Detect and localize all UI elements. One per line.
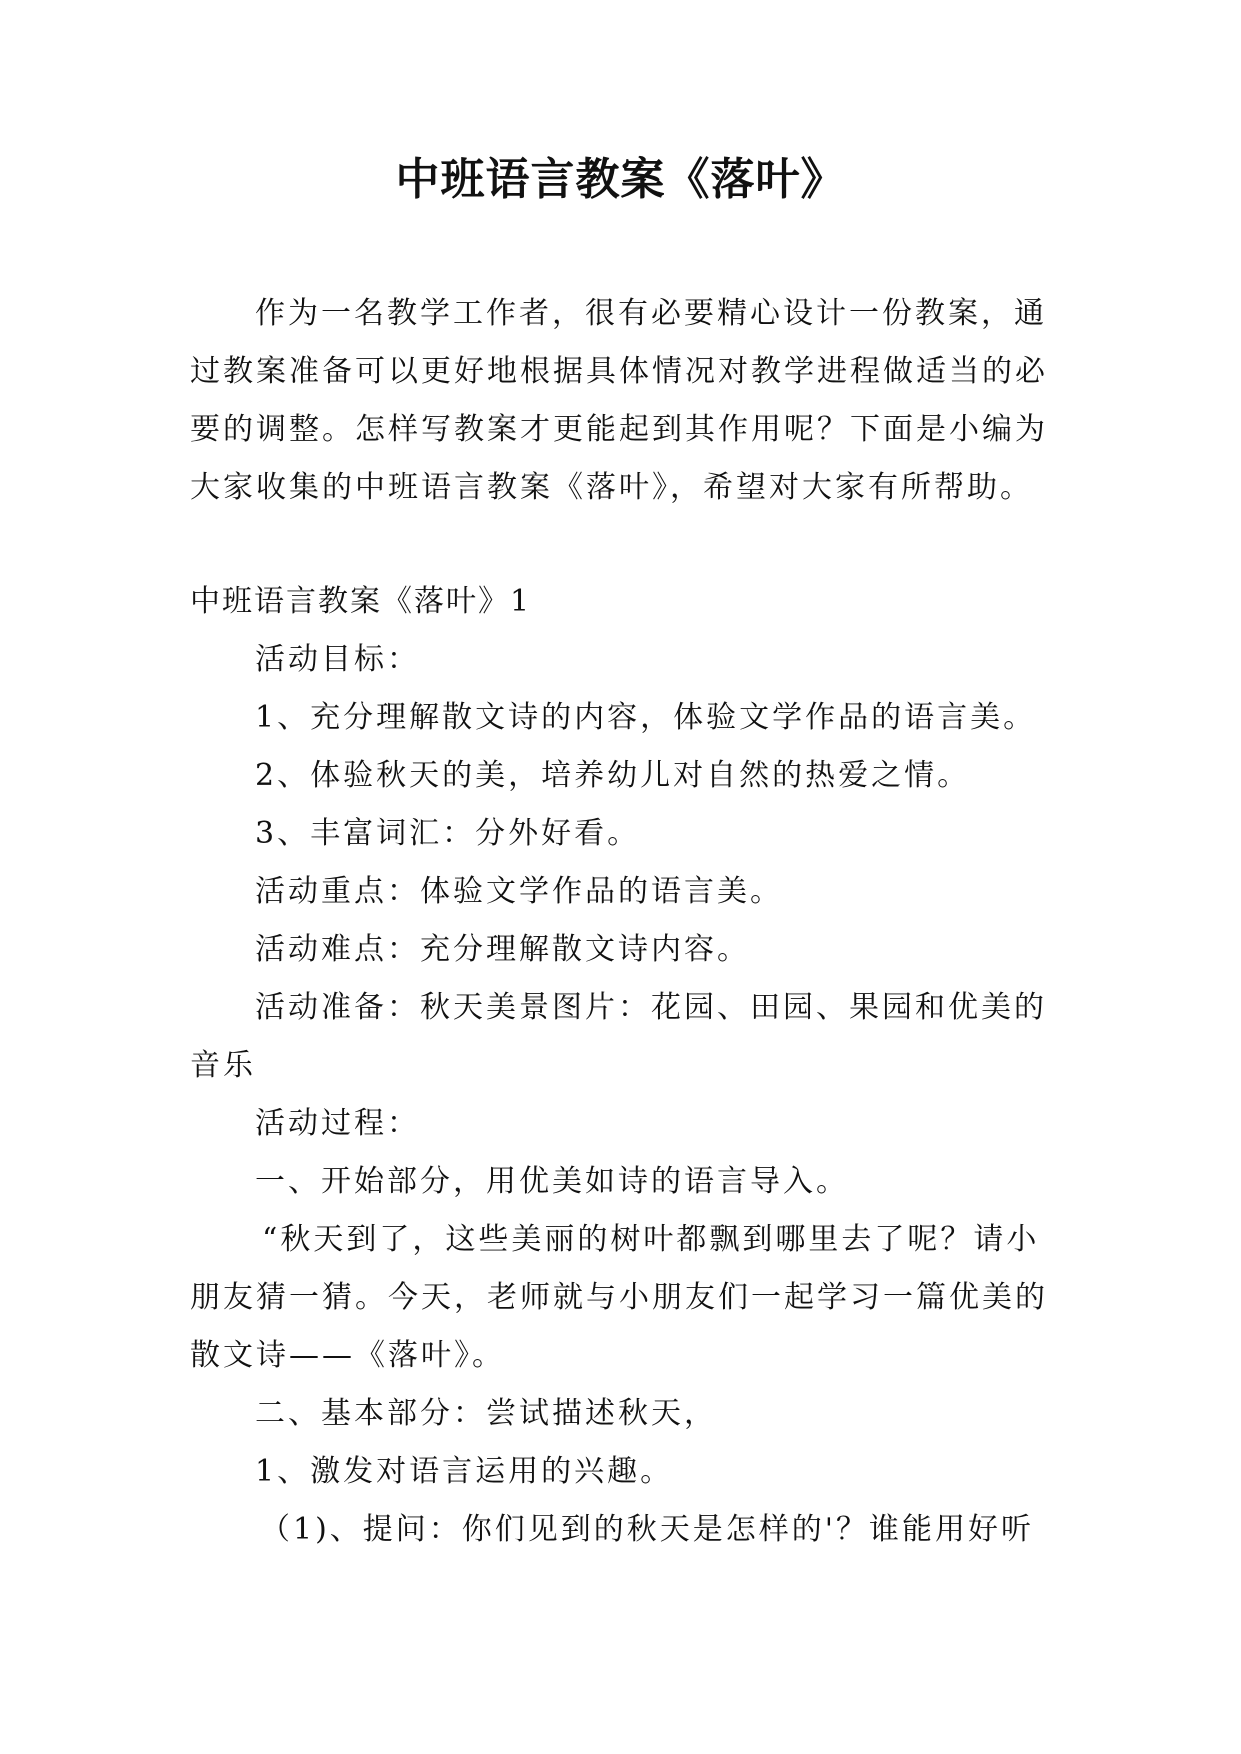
activity-preparation: 活动准备：秋天美景图片：花园、田园、果园和优美的音乐 xyxy=(190,990,1047,1083)
intro-paragraph xyxy=(190,285,1065,517)
intro-text: 作为一名教学工作者，很有必要精心设计一份教案，通过教案准备可以更好地根据具体情况对教学进程做适当的必要的调整。怎样写教案才更能起到其作用呢？下面是小编为大家收集的中班语言教案《落叶》，希望对大家有所帮助。 xyxy=(190,296,1048,505)
section-heading: 中班语言教案《落叶》1 xyxy=(190,584,532,619)
document-body xyxy=(190,285,1065,1559)
process-step-2: 二、基本部分：尝试描述秋天， xyxy=(255,1396,717,1431)
activity-process-heading: 活动过程： xyxy=(255,1106,420,1141)
sub-step-1: 1、激发对语言运用的兴趣。 xyxy=(255,1454,674,1489)
goal-item-1: 1、充分理解散文诗的内容，体验文学作品的语言美。 xyxy=(255,700,1037,735)
activity-goals-heading: 活动目标： xyxy=(255,642,420,677)
activity-difficulty: 活动难点：充分理解散文诗内容。 xyxy=(255,932,750,967)
process-step-1: 一、开始部分，用优美如诗的语言导入。 xyxy=(255,1164,849,1199)
question-1: （1)、提问：你们见到的秋天是怎样的'？谁能用好听 xyxy=(260,1512,1035,1547)
goal-item-2: 2、体验秋天的美，培养幼儿对自然的热爱之情。 xyxy=(255,758,971,793)
document-title: 中班语言教案《落叶》 xyxy=(395,154,846,205)
activity-focus: 活动重点：体验文学作品的语言美。 xyxy=(255,874,783,909)
goal-item-3: 3、丰富词汇：分外好看。 xyxy=(255,816,641,851)
teacher-introduction: “秋天到了，这些美丽的树叶都飘到哪里去了呢？请小朋友猜一猜。今天，老师就与小朋友们一起学习一篇优美的散文诗——《落叶》。 xyxy=(190,1222,1048,1373)
